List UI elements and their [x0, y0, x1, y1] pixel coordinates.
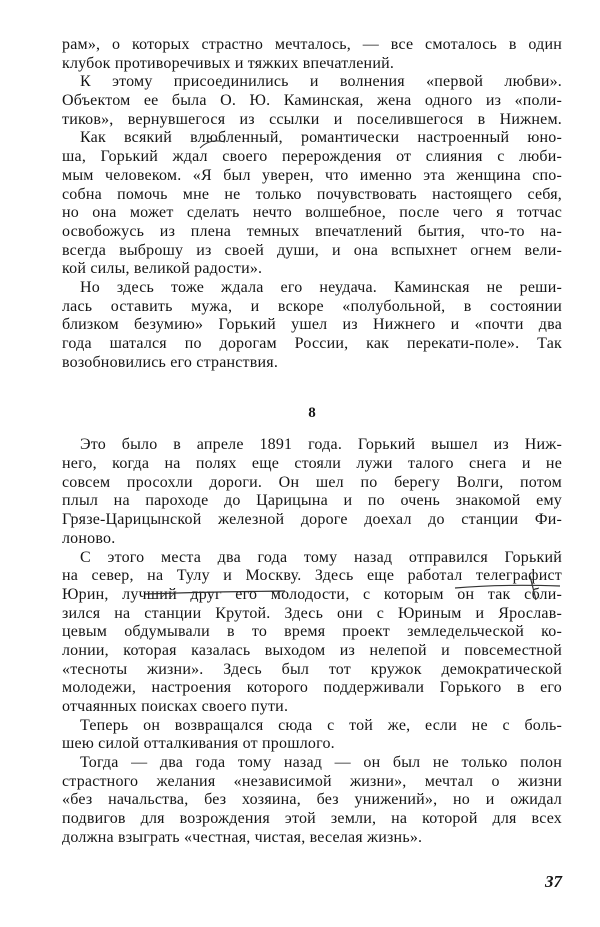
text-line: зился на станции Крутой. Здесь они с Юриным и Ярослав- [62, 604, 562, 622]
page-text [62, 36, 562, 848]
text-line: мым человеком. «Я был уверен, что именно эта женщина спо- [62, 166, 562, 184]
text-line: собна помочь мне не только почувствовать настоящего себя, [62, 185, 562, 203]
text-line: лась оставить мужа, и вскоре «полубольной, в состоянии [62, 297, 562, 315]
text-line: Юрин, лучший друг его молодости, с которым он так сбли- [62, 585, 562, 603]
text-line: «тесноты жизни». Здесь был тот кружок демократической [62, 660, 562, 678]
text-line: «без начальства, без хозяина, без унижений», но и ожидал [62, 791, 562, 809]
paragraph [62, 436, 562, 548]
text-line: молодежи, настроения которого поддерживали Горького в его [62, 679, 562, 697]
text-line: К этому присоединились и волнения «первой любви». [80, 73, 562, 91]
text-line: Объектом ее была О. Ю. Каминская, жена одного из «поли- [62, 92, 562, 110]
text-line: года шатался по дорогам России, как перекати-поле». Так [62, 335, 562, 352]
text-line: плыл на пароходе до Царицына и по очень знакомой ему [62, 492, 562, 510]
text-line: Теперь он возвращался сюда с той же, если не с боль- [80, 716, 562, 734]
paragraph [62, 129, 562, 279]
page-number: 37 [545, 872, 562, 891]
text-line: страстного желания «независимой жизни», мечтал о жизни [62, 772, 562, 790]
text-line: Тогда — два года тому назад — он был не только полон [80, 754, 562, 772]
paragraph [62, 36, 562, 73]
text-line: но она может сделать нечто волшебное, после чего я тотчас [62, 204, 562, 222]
text-line: рам», о которых страстно мечталось, — все смоталось в один [62, 36, 562, 53]
paragraph [62, 717, 562, 754]
section-number: 8 [308, 405, 316, 422]
text-line: совсем просохли дороги. Он шел по берегу Волги, потом [62, 473, 562, 491]
text-line: подвигов для возрождения этой земли, на которой для всех [62, 810, 562, 828]
text-line: близком безумию» Горький ушел из Нижнего и «почти два [62, 316, 562, 334]
text-line: шею силой отталкивания от прошлого. [62, 735, 335, 753]
text-line: цевым обдумывали в то время проект земледельческой ко- [62, 623, 562, 641]
text-line: кой силы, великой радости». [62, 260, 263, 278]
text-line: всегда выброшу из своей души, и она вспыхнет огнем вели- [62, 241, 562, 259]
text-line: лонии, которая казалась выходом из нелепой и повсеместной [62, 641, 562, 659]
paragraph [62, 279, 562, 372]
text-line: тиков», вернувшегося из ссылки и поселившегося в Нижнем. [62, 110, 562, 128]
text-line: отчаянных поисках своего пути. [62, 698, 289, 715]
text-line: Как всякий влюбленный, романтически настроенный юно- [80, 129, 562, 147]
text-line: Грязе-Царицынской железной дороге доехал до станции Фи- [62, 511, 562, 529]
text-line: на север, на Тулу и Москву. Здесь еще работал телеграфист [62, 567, 562, 585]
text-line: С этого места два года тому назад отправился Горький [80, 548, 562, 566]
text-line: Это было в апреле 1891 года. Горький вышел из Ниж- [80, 436, 562, 454]
text-line: возобновились его странствия. [62, 353, 279, 371]
text-line: освобожусь из плена темных впечатлений бытия, что-то на- [62, 222, 562, 240]
text-line: него, когда на полях еще стояли лужи талого снега и не [62, 455, 562, 473]
text-line: Но здесь тоже ждала его неудача. Каминская не реши- [80, 278, 562, 296]
paragraph [62, 73, 562, 129]
text-line: должна взыграть «честная, чистая, веселая жизнь». [62, 828, 423, 846]
text-line: ша, Горький ждал своего перерождения от слияния с люби- [62, 148, 562, 166]
text-line: клубок противоречивых и тяжких впечатлений. [62, 54, 395, 72]
paragraph [62, 549, 562, 717]
paragraph [62, 754, 562, 847]
text-line: лоново. [62, 529, 116, 547]
